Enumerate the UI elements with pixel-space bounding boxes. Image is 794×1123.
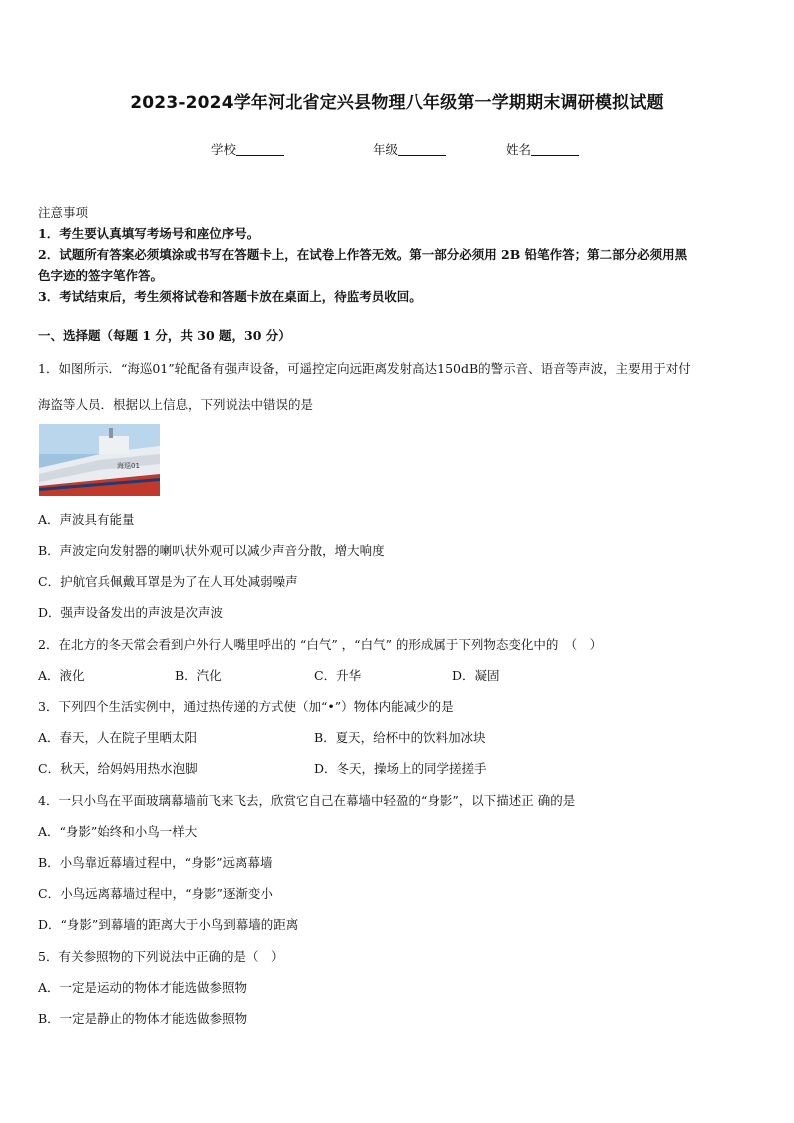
q3-stem: 3．下列四个生活实例中，通过热传递的方式使（加“•”）物体内能减少的是 xyxy=(38,699,454,714)
section-heading: 一、选择题（每题 1 分，共 30 题，30 分） xyxy=(38,328,291,343)
q4-option-b[interactable]: B．小鸟靠近幕墙过程中，“身影”远离幕墙 xyxy=(38,855,273,870)
q1-option-c[interactable]: C．护航官兵佩戴耳罩是为了在人耳处减弱噪声 xyxy=(38,574,298,589)
q5-option-b[interactable]: B．一定是静止的物体才能选做参照物 xyxy=(38,1011,248,1026)
school-blank[interactable] xyxy=(236,143,284,156)
q5-option-a[interactable]: A．一定是运动的物体才能选做参照物 xyxy=(38,980,248,995)
notes-heading: 注意事项 xyxy=(38,205,89,220)
note-item: 2．试题所有答案必须填涂或书写在答题卡上，在试卷上作答无效。第一部分必须用 2B 铅笔作答；第二部分必须用黑 xyxy=(38,247,688,262)
q1-stem-line2: 海盗等人员．根据以上信息，下列说法中错误的是 xyxy=(38,397,314,412)
note-item: 3．考试结束后，考生须将试卷和答题卡放在桌面上，待监考员收回。 xyxy=(38,289,422,304)
school-field[interactable] xyxy=(211,140,284,158)
note-item: 1．考生要认真填写考场号和座位序号。 xyxy=(38,226,260,241)
q3-option-d[interactable]: D．冬天，操场上的同学搓搓手 xyxy=(314,761,487,776)
q1-option-d[interactable]: D．强声设备发出的声波是次声波 xyxy=(38,605,224,620)
q2-option-c[interactable]: C．升华 xyxy=(314,668,362,683)
q5-stem: 5．有关参照物的下列说法中正确的是（ ） xyxy=(38,949,284,964)
q4-option-d[interactable]: D．“身影”到幕墙的距离大于小鸟到幕墙的距离 xyxy=(38,917,299,932)
q2-option-d[interactable]: D．凝固 xyxy=(452,668,500,683)
q2-option-a[interactable]: A．液化 xyxy=(38,668,85,683)
name-field[interactable] xyxy=(506,140,579,158)
q1-option-a[interactable]: A．声波具有能量 xyxy=(38,512,135,527)
q2-option-b[interactable]: B．汽化 xyxy=(175,668,222,683)
school-label: 学校 xyxy=(211,142,237,157)
q4-option-a[interactable]: A．“身影”始终和小鸟一样大 xyxy=(38,824,198,839)
exam-title: 2023-2024学年河北省定兴县物理八年级第一学期期末调研模拟试题 xyxy=(130,93,664,113)
q1-stem-line1: 1．如图所示．“海巡01”轮配备有强声设备，可遥控定向远距离发射高达150dB的警示音、语音等声波，主要用于对付 xyxy=(38,361,691,376)
ship-illustration xyxy=(39,424,160,496)
q4-stem: 4．一只小鸟在平面玻璃幕墙前飞来飞去，欣赏它自己在幕墙中轻盈的“身影”，以下描述正 确的是 xyxy=(38,793,576,808)
note-item: 色字迹的签字笔作答。 xyxy=(38,268,164,283)
exam-notes xyxy=(38,202,760,307)
grade-blank[interactable] xyxy=(398,143,446,156)
q2-stem: 2．在北方的冬天常会看到户外行人嘴里呼出的 “白气” ，“白气” 的形成属于下列物态变化中的 （ ） xyxy=(38,637,603,652)
grade-label: 年级 xyxy=(373,142,399,157)
grade-field[interactable] xyxy=(373,140,446,158)
q3-option-c[interactable]: C．秋天，给妈妈用热水泡脚 xyxy=(38,761,198,776)
q4-option-c[interactable]: C．小鸟远离幕墙过程中，“身影”逐渐变小 xyxy=(38,886,273,901)
ship-photo xyxy=(39,424,160,496)
ship-hull-text: 海巡01 xyxy=(117,462,140,470)
q3-option-b[interactable]: B．夏天，给杯中的饮料加冰块 xyxy=(314,730,486,745)
q1-option-b[interactable]: B．声波定向发射器的喇叭状外观可以减少声音分散，增大响度 xyxy=(38,543,385,558)
name-label: 姓名 xyxy=(506,142,532,157)
q3-option-a[interactable]: A．春天，人在院子里晒太阳 xyxy=(38,730,198,745)
name-blank[interactable] xyxy=(531,143,579,156)
